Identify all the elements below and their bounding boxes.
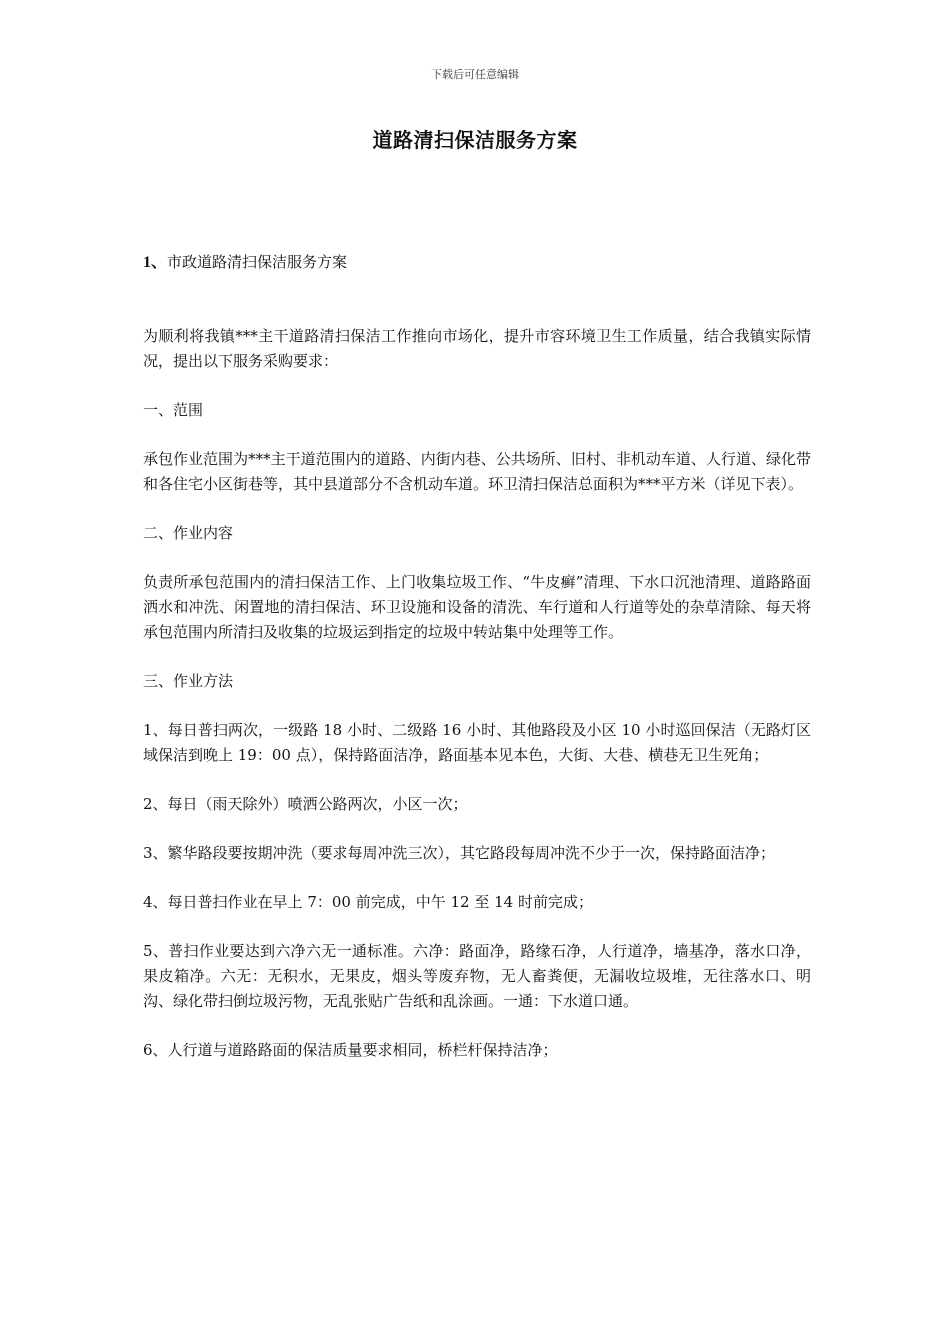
method-item-5: 5、普扫作业要达到六净六无一通标准。六净：路面净，路缘石净，人行道净，墙基净，落水口净，果皮箱净。六无：无积水，无果皮，烟头等废弃物，无人畜粪便，无漏收垃圾堆，无往落水口、明沟、绿化带扫倒垃圾污物，无乱张贴广告纸和乱涂画。一通：下水道口通。 xyxy=(143,942,811,1010)
method-item-6: 6、人行道与道路路面的保洁质量要求相同，桥栏杆保持洁净； xyxy=(143,1041,558,1059)
document-body xyxy=(143,250,811,1087)
method-item-3: 3、繁华路段要按期冲洗（要求每周冲洗三次），其它路段每周冲洗不少于一次，保持路面洁净； xyxy=(143,844,776,862)
method-item-1: 1、每日普扫两次，一级路 18 小时、二级路 16 小时、其他路段及小区 10 小时巡回保洁（无路灯区域保洁到晚上 19：00 点），保持路面洁净，路面基本见本色，大街、大巷、横巷无卫生死角； xyxy=(143,721,811,764)
heading-content: 二、作业内容 xyxy=(143,524,234,542)
content-paragraph: 负责所承包范围内的清扫保洁工作、上门收集垃圾工作、“牛皮癣”清理、下水口沉池清理、道路路面洒水和冲洗、闲置地的清扫保洁、环卫设施和设备的清洗、车行道和人行道等处的杂草清除、每天将承包范围内所清扫及收集的垃圾运到指定的垃圾中转站集中处理等工作。 xyxy=(143,573,811,641)
heading-scope: 一、范围 xyxy=(143,401,204,419)
method-item-2: 2、每日（雨天除外）喷洒公路两次，小区一次； xyxy=(143,795,468,813)
intro-paragraph: 为顺利将我镇***主干道路清扫保洁工作推向市场化，提升市容环境卫生工作质量，结合我镇实际情况，提出以下服务采购要求： xyxy=(143,327,811,370)
scope-paragraph: 承包作业范围为***主干道范围内的道路、内街内巷、公共场所、旧村、非机动车道、人行道、绿化带和各住宅小区街巷等，其中县道部分不含机动车道。环卫清扫保洁总面积为***平方米（详见下表）。 xyxy=(143,450,811,493)
heading-method: 三、作业方法 xyxy=(143,672,234,690)
document-title: 道路清扫保洁服务方案 xyxy=(372,128,578,152)
section-number: 1、 xyxy=(143,254,168,271)
section-heading xyxy=(143,250,811,275)
method-item-4: 4、每日普扫作业在早上 7：00 前完成，中午 12 至 14 时前完成； xyxy=(143,893,593,911)
header-note: 下载后可任意编辑 xyxy=(431,68,519,81)
section-title: 市政道路清扫保洁服务方案 xyxy=(167,253,348,271)
